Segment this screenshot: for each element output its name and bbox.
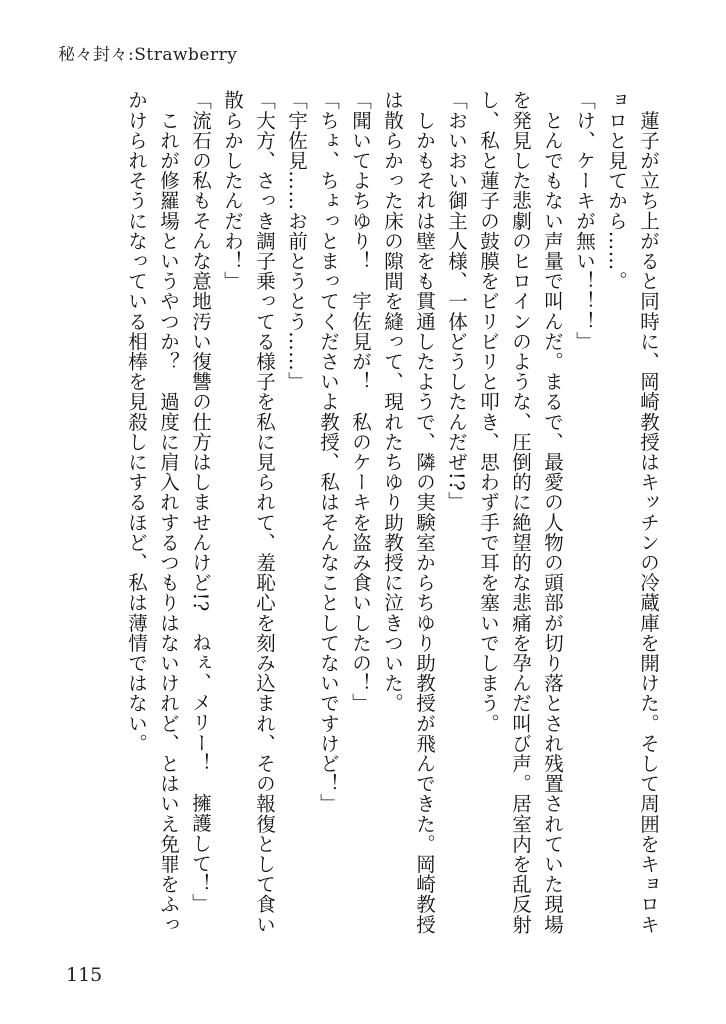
text-line: 「大方、さっき調子乗ってる様子を私に見られて、羞恥心を刻み込まれ、その報復として食い xyxy=(253,90,276,935)
text-line: を発見した悲劇のヒロインのような、圧倒的に絶望的な悲痛を孕んだ叫び声。居室内を乱反射 xyxy=(509,90,532,935)
text-line: は散らかった床の隙間を縫って、現れたちゆり助教授に泣きついた。 xyxy=(381,90,404,714)
vertical-text-body xyxy=(62,90,664,950)
text-line: とんでもない声量で叫んだ。まるで、最愛の人物の頭部が切り落とされ残置されていた現場 xyxy=(541,90,564,935)
text-line: これが修羅場というやつか？ 過度に肩入れするつもりはないけれど、とはいえ免罪をふっ xyxy=(157,90,180,935)
text-line: 「流石の私もそんな意地汚い復讐の仕方はしませんけど!? ねぇ、メリー！ 擁護して！」 xyxy=(189,90,212,914)
text-line: 蓮子が立ち上がると同時に、岡崎教授はキッチンの冷蔵庫を開けた。そして周囲をキョロキ xyxy=(637,90,660,935)
text-line: しかもそれは壁をも貫通したようで、隣の実験室からちゆり助教授が飛んできた。岡崎教授 xyxy=(413,90,436,935)
text-line: 「け、ケーキが無い！！！」 xyxy=(573,90,596,352)
text-line: し、私と蓮子の鼓膜をビリビリと叩き、思わず手で耳を塞いでしまう。 xyxy=(477,90,500,734)
text-line: ョロと見てから……。 xyxy=(605,90,628,291)
running-header: 秘々封々:Strawberry xyxy=(58,45,238,65)
page-number: 115 xyxy=(66,964,103,986)
text-line: 「聞いてよちゆり！ 宇佐見が！ 私のケーキを盗み食いしたの！」 xyxy=(349,90,372,714)
text-line: 散らかしたんだわ！」 xyxy=(221,90,244,291)
text-line: 「宇佐見……お前とうとう……」 xyxy=(285,90,308,392)
text-line: 「おいおい御主人様、一体どうしたんだぜ!?」 xyxy=(445,90,468,512)
text-line: 「ちょ、ちょっとまってくださいよ教授、私はそんなことしてないですけど！」 xyxy=(317,90,340,814)
text-line: かけられそうになっている相棒を見殺しにするほど、私は薄情ではない。 xyxy=(125,90,148,754)
